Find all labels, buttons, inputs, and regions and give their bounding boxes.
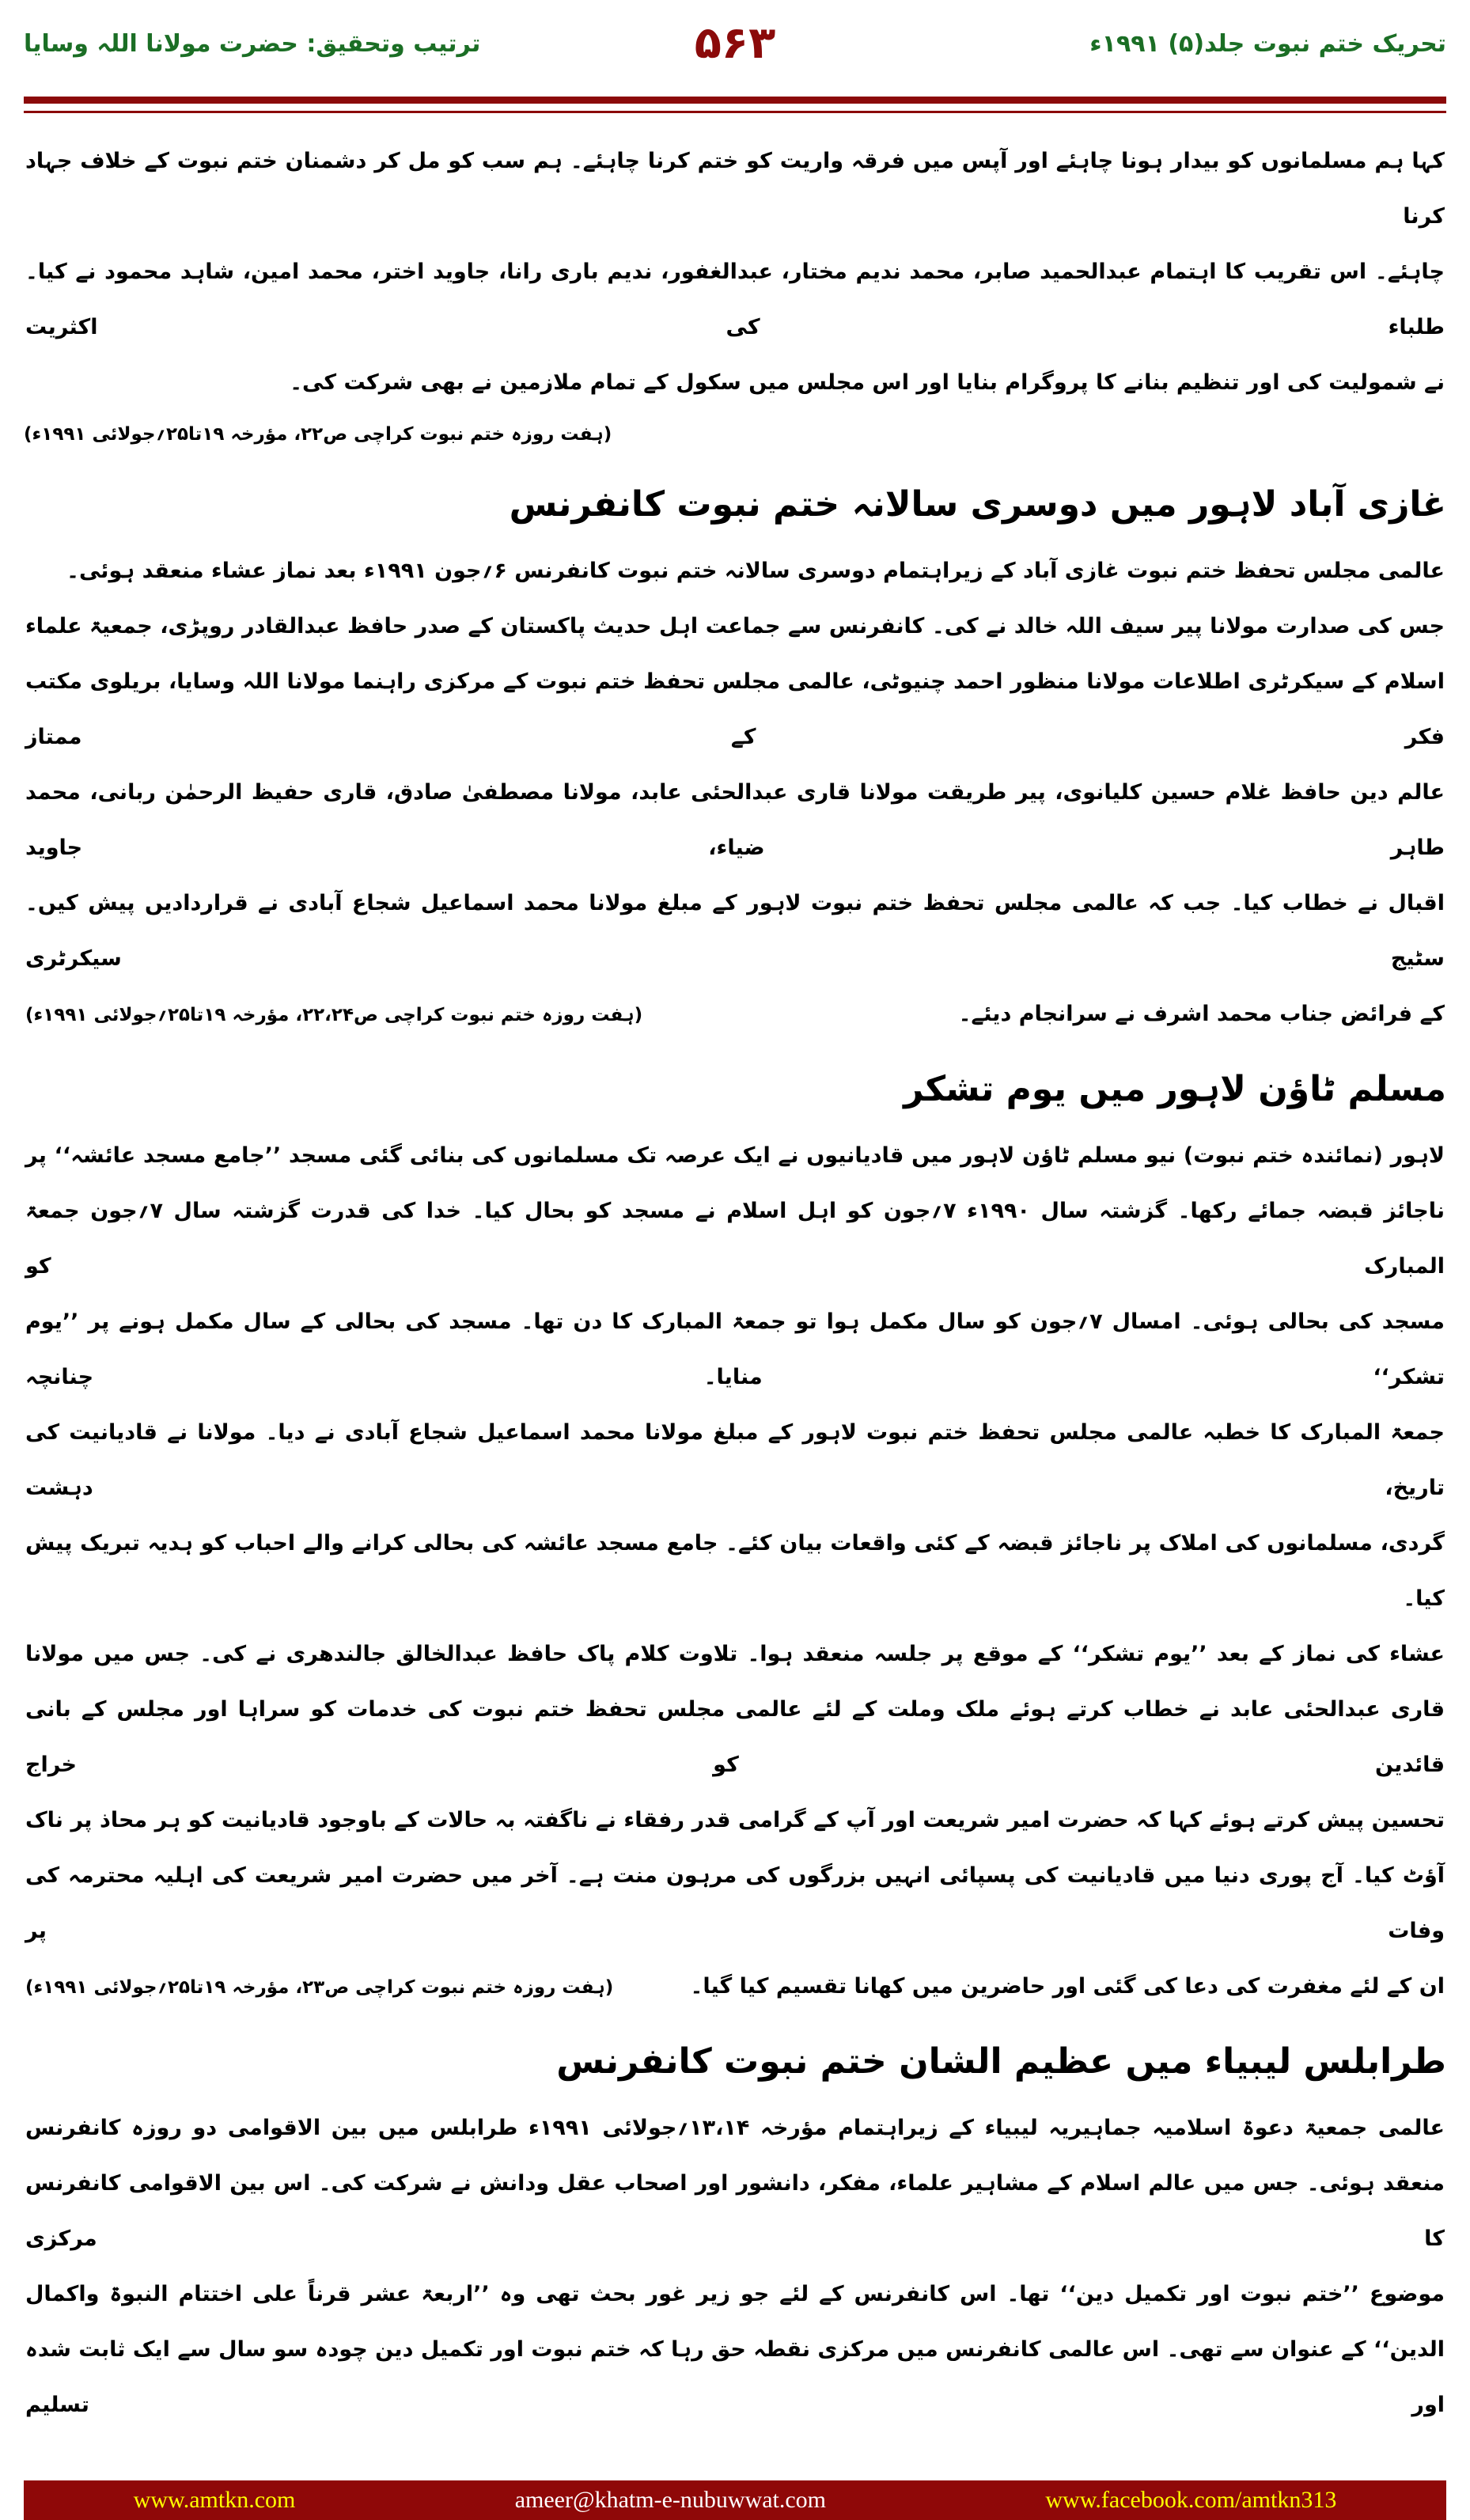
section-heading: غازی آباد لاہور میں دوسری سالانہ ختم نبوت کانفرنس (509, 484, 1446, 525)
section-heading: مسلم ٹاؤن لاہور میں یوم تشکر (904, 1069, 1446, 1109)
text-line: قاری عبدالحئی عابد نے خطاب کرتے ہوئے ملک وملت کے لئے عالمی مجلس تحفظ ختم نبوت کی خدمات کو سراہا اور مجلس کے بانی قائدین کو خراج (25, 1697, 1445, 1777)
text-line: اسلام کے سیکرٹری اطلاعات مولانا منظور احمد چنیوٹی، عالمی مجلس تحفظ ختم نبوت کے مرکزی راہنما مولانا اللہ وسایا، بریلوی مکتب فکر کے ممتاز (25, 669, 1445, 749)
footer-bar (24, 2480, 1446, 2520)
text-line: کہا ہم مسلمانوں کو بیدار ہونا چاہئے اور آپس میں فرقہ واریت کو ختم کرنا چاہئے۔ ہم سب کو مل کر دشمنان ختم نبوت کے خلاف جہاد کرنا (25, 149, 1445, 229)
text-line: عالم دین حافظ غلام حسین کلیانوی، پیر طریقت مولانا قاری عبدالحئی عابد، مولانا مصطفیٰ صادق، قاری حفیظ الرحمٰن ربانی، محمد طاہر ضیاء، جاوید (25, 780, 1445, 860)
citation: (ہفت روزہ ختم نبوت کراچی ص۲۳، مؤرخہ ۱۹تا۲۵؍جولائی ۱۹۹۱ء) (25, 1977, 614, 1998)
facebook-link[interactable]: www.facebook.com/amtkn313 (1045, 2487, 1337, 2513)
text-line: الدین‘‘ کے عنوان سے تھی۔ اس عالمی کانفرنس میں مرکزی نقطہ حق رہا کہ ختم نبوت اور تکمیل دین چودہ سو سال سے ایک ثابت شدہ اور تسلیم (25, 2337, 1445, 2417)
text-line: عالمی مجلس تحفظ ختم نبوت غازی آباد کے زیراہتمام دوسری سالانہ ختم نبوت کانفرنس ۶؍جون ۱۹۹۱ء بعد نماز عشاء منعقد ہوئی۔ (66, 559, 1445, 583)
text-line: مسجد کی بحالی ہوئی۔ امسال ۷؍جون کو سال مکمل ہوا تو جمعۃ المبارک کا دن تھا۔ مسجد کی بحالی کے سال مکمل ہونے پر ’’یوم تشکر‘‘ منایا۔ چنانچہ (25, 1309, 1445, 1389)
text-line: جس کی صدارت مولانا پیر سیف اللہ خالد نے کی۔ کانفرنس سے جماعت اہل حدیث پاکستان کے صدر حافظ عبدالقادر روپڑی، جمعیۃ علماء (25, 614, 1445, 639)
email-link[interactable]: ameer@khatm-e-nubuwwat.com (514, 2487, 827, 2513)
text-line: ناجائز قبضہ جمائے رکھا۔ گزشتہ سال ۱۹۹۰ء ۷؍جون کو اہل اسلام نے مسجد کو بحال کیا۔ خدا کی قدرت گزشتہ سال ۷؍جون جمعۃ المبارک کو (25, 1199, 1445, 1279)
compiler-credit: ترتیب وتحقیق: حضرت مولانا اللہ وسایا (24, 30, 481, 58)
citation (24, 411, 1446, 458)
text-line: تحسین پیش کرتے ہوئے کہا کہ حضرت امیر شریعت اور آپ کے گرامی قدر رفقاء نے ناگفتہ بہ حالات کے باوجود قادیانیت کو ہر محاذ پر ناک (25, 1808, 1445, 1832)
citation-text: (ہفت روزہ ختم نبوت کراچی ص۲۲، مؤرخہ ۱۹تا۲۵؍جولائی ۱۹۹۱ء) (24, 424, 612, 445)
text-line: منعقد ہوئی۔ جس میں عالم اسلام کے مشاہیر علماء، مفکر، دانشور اور اصحاب عقل ودانش نے شرکت کی۔ اس بین الاقوامی کانفرنس کا مرکزی (25, 2171, 1445, 2251)
text-line-with-citation (25, 1959, 1445, 2015)
page-number: ۵۶۳ (694, 17, 776, 69)
text-line: نے شمولیت کی اور تنظیم بنانے کا پروگرام بنایا اور اس مجلس میں سکول کے تمام ملازمین نے بھی شرکت کی۔ (290, 370, 1445, 395)
website-link[interactable]: www.amtkn.com (133, 2487, 296, 2513)
page-header (24, 0, 1446, 97)
book-title: تحریک ختم نبوت جلد(۵) ۱۹۹۱ء (1089, 30, 1446, 58)
text-line: اقبال نے خطاب کیا۔ جب کہ عالمی مجلس تحفظ ختم نبوت لاہور کے مبلغ مولانا محمد اسماعیل شجاع آبادی نے قراردادیں پیش کیں۔ سٹیج سیکرٹری (25, 891, 1445, 971)
text-line: آؤٹ کیا۔ آج پوری دنیا میں قادیانیت کی پسپائی انہیں بزرگوں کی مرہون منت ہے۔ آخر میں حضرت امیر شریعت کی اہلیہ محترمہ کی وفات پر (25, 1863, 1445, 1943)
section-body (24, 544, 1446, 1043)
text-line: عشاء کی نماز کے بعد ’’یوم تشکر‘‘ کے موقع پر جلسہ منعقد ہوا۔ تلاوت کلام پاک حافظ عبدالخالق جالندھری نے کی۔ جس میں مولانا (25, 1642, 1445, 1666)
text-line: کے فرائض جناب محمد اشرف نے سرانجام دیئے۔ (958, 1002, 1445, 1026)
citation: (ہفت روزہ ختم نبوت کراچی ص۲۲،۲۴، مؤرخہ ۱۹تا۲۵؍جولائی ۱۹۹۱ء) (25, 1005, 643, 1025)
text-line: جمعۃ المبارک کا خطبہ عالمی مجلس تحفظ ختم نبوت لاہور کے مبلغ مولانا محمد اسماعیل شجاع آبادی نے دیا۔ مولانا نے قادیانیت کی تاریخ، دہشت (25, 1420, 1445, 1500)
text-line: عالمی جمعیۃ دعوۃ اسلامیہ جماہیریہ لیبیاء کے زیراہتمام مؤرخہ ۱۳،۱۴؍جولائی ۱۹۹۱ء طرابلس میں بین الاقوامی دو روزہ کانفرنس (25, 2116, 1445, 2140)
header-rule-thin (24, 111, 1446, 113)
section-body (24, 1128, 1446, 2015)
header-rule-thick (24, 97, 1446, 104)
text-line: گردی، مسلمانوں کی املاک پر ناجائز قبضہ کے کئی واقعات بیان کئے۔ جامع مسجد عائشہ کی بحالی کرانے والے احباب کو ہدیہ تبریک پیش کیا۔ (25, 1531, 1445, 1611)
text-line: موضوع ’’ختم نبوت اور تکمیل دین‘‘ تھا۔ اس کانفرنس کے لئے جو زیر غور بحث تھی وہ ’’اربعۃ عشر قرناً علی اختتام النبوۃ واکمال (25, 2282, 1445, 2306)
section-heading: طرابلس لیبیاء میں عظیم الشان ختم نبوت کانفرنس (556, 2041, 1446, 2082)
text-line: ان کے لئے مغفرت کی دعا کی گئی اور حاضرین میں کھانا تقسیم کیا گیا۔ (690, 1974, 1445, 1999)
section-body (24, 2101, 1446, 2433)
text-line: چاہئے۔ اس تقریب کا اہتمام عبدالحمید صابر، محمد ندیم مختار، عبدالغفور، ندیم باری رانا، جاوید اختر، محمد امین، شاہد محمود نے کیا۔ طلباء کی اکثریت (25, 260, 1445, 339)
text-line: لاہور (نمائندہ ختم نبوت) نیو مسلم ٹاؤن لاہور میں قادیانیوں نے ایک عرصہ تک مسلمانوں کی بنائی گئی مسجد ’’جامع مسجد عائشہ‘‘ پر (25, 1143, 1445, 1168)
text-line-with-citation (25, 987, 1445, 1043)
intro-paragraph (24, 134, 1446, 411)
